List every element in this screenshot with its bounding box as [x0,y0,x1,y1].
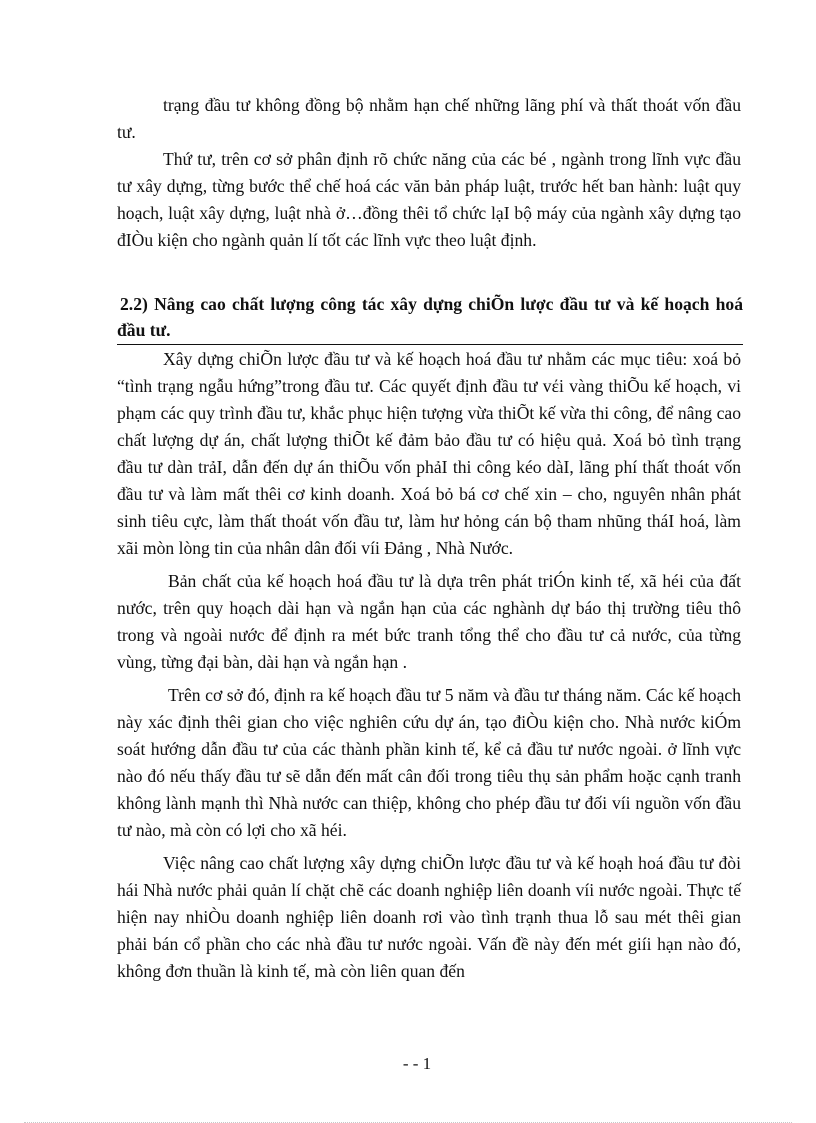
paragraph-1: trạng đầu tư không đồng bộ nhằm hạn chế những lãng phí và thất thoát vốn đầu tư. [117,95,741,142]
paragraph-3: Xây dựng chiÕn lược đầu tư và kế hoạch hoá đầu tư nhằm các mục tiêu: xoá bỏ “tình trạng ngẫu hứng”trong đầu tư. Các quyết định đầu tư vέi vàng thiÕu kế hoạch, vi phạm các quy trình đầu tư, khắc phục hiện tượng vừa thiÕt kế vừa thi công, để nâng cao chất lượng dự án, chất lượng thiÕt kế đảm bảo đầu tư có hiệu quả. Xoá bỏ tình trạng đầu tư dàn trảI, dẫn đến dự án thiÕu vốn phảI thi công kéo dàI, lãng phí thất thoát vốn đầu tư và làm mất thêi cơ kinh doanh. Xoá bỏ bá cơ chế xin – cho, nguyên nhân phát sinh tiêu cực, làm thất thoát vốn đầu tư, làm hư hỏng cán bộ tham nhũng tháI hoá, làm xãi mòn lòng tin của nhân dân đối víi Đảng , Nhà Nước. [117,349,741,558]
paragraph-4: Bản chất của kế hoạch hoá đầu tư là dựa trên phát triÓn kinh tế, xã héi của đất nước, trên quy hoạch dài hạn và ngắn hạn của các nghành dự báo thị trường tiêu thô trong và ngoài nước để định ra mét bức tranh tổng thể cho đầu tư cả nước, của từng vùng, từng đại bàn, dài hạn và ngắn hạn . [117,571,741,672]
body-text-top [117,92,741,254]
paragraph-6: Việc nâng cao chất lượng xây dựng chiÕn lược đầu tư và kế hoạh hoá đầu tư đòi hái Nhà nước phải quản lí chặt chẽ các doanh nghiệp liên doanh víi nước ngoài. Thực tế hiện nay nhiÒu doanh nghiệp liên doanh rơi vào tình trạnh thua lỗ sau mét thêi gian phải bán cổ phần cho các nhà đầu tư nước ngoài. Vấn đề này đến mét giíi hạn nào đó, không đơn thuần là kinh tế, mà còn liên quan đến [117,853,741,981]
paragraph-5: Trên cơ sở đó, định ra kế hoạch đầu tư 5 năm và đầu tư tháng năm. Các kế hoạch này xác định thêi gian cho việc nghiên cứu dự án, tạo điÒu kiện cho. Nhà nước kiÓm soát hướng dẫn đầu tư của các thành phần kinh tế, kể cả đầu tư nước ngoài. ở lĩnh vực nào đó nếu thấy đầu tư sẽ dẫn đến mất cân đối trong tiêu thụ sản phẩm hoặc cạnh tranh không lành mạnh thì Nhà nước can thiệp, không cho phép đầu tư đối víi nguồn vốn đầu tư nào, mà còn có lợi cho xã héi. [117,685,741,840]
page-footer [0,1054,816,1074]
section-heading: 2.2) Nâng cao chất lượng công tác xây dựng chiÕn lược đầu tư và kế hoạch hoá đầu tư. [117,291,743,345]
paragraph-2: Thứ tư, trên cơ sở phân định rõ chức năng của các bé , ngành trong lĩnh vực đầu tư xây dựng, từng bước thể chế hoá các văn bản pháp luật, trước hết ban hành: luật quy hoạch, luật xây dựng, luật nhà ở…đồng thêi tổ chức lạI bộ máy của ngành xây dựng tạo đIÒu kiện cho ngành quản lí tốt các lĩnh vực theo luật định. [117,149,741,250]
page-number: - - 1 [402,1054,432,1073]
body-text-bottom [117,346,741,985]
